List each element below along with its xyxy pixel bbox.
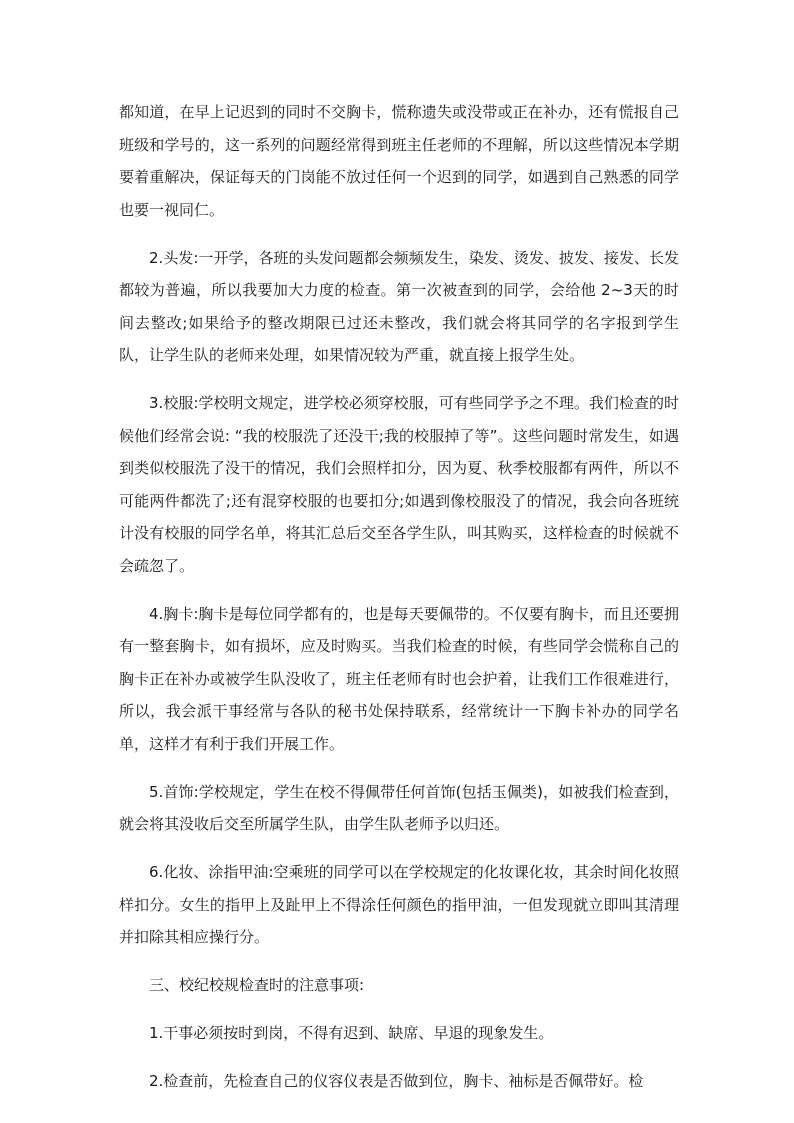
- paragraph-uniform-rule: 3.校服:学校明文规定，进学校必须穿校服，可有些同学予之不理。我们检查的时候他们经常会说: “我的校服洗了还没干;我的校服掉了等”。这些问题时常发生，如遇到类似校服洗了没干的情况，我们会照样扣分，因为夏、秋季校服都有两件，所以不可能两件都洗了;还有混穿校服的也要扣分;如遇到像校服没了的情况，我会向各班统计没有校服的同学名单，将其汇总后交至各学生队，叫其购买，这样检查的时候就不会疏忽了。: [119, 394, 679, 575]
- paragraph-makeup-rule: 6.化妆、涂指甲油:空乘班的同学可以在学校规定的化妆课化妆，其余时间化妆照样扣分。女生的指甲上及趾甲上不得涂任何颜色的指甲油，一但发现就立即叫其清理并扣除其相应操行分。: [119, 863, 679, 946]
- paragraph-precaution-2: 2.检查前，先检查自己的仪容仪表是否做到位，胸卡、袖标是否佩带好。检: [149, 1072, 644, 1090]
- paragraph-continuation: 都知道，在早上记迟到的同时不交胸卡，慌称遗失或没带或正在补办，还有慌报自己班级和学号的，这一系列的问题经常得到班主任老师的不理解，所以这些情况本学期要着重解决，保证每天的门岗能不放过任何一个迟到的同学，如遇到自己熟悉的同学也要一视同仁。: [119, 103, 679, 219]
- paragraph-precaution-1: 1.干事必须按时到岗，不得有迟到、缺席、早退的现象发生。: [149, 1024, 554, 1042]
- document-body: [119, 96, 679, 1113]
- paragraph-hair-rule: 2.头发:一开学，各班的头发问题都会频频发生，染发、烫发、披发、接发、长发都较为普遍，所以我要加大力度的检查。第一次被查到的同学，会给他 2~3天的时间去整改;如果给予的整改期限已过还未整改，我们就会将其同学的名字报到学生队，让学生队的老师来处理，如果情况较为严重，就直接上报学生处。: [119, 248, 679, 364]
- paragraph-badge-rule: 4.胸卡:胸卡是每位同学都有的，也是每天要佩带的。不仅要有胸卡，而且还要拥有一整套胸卡，如有损坏，应及时购买。当我们检查的时候，有些同学会慌称自己的胸卡正在补办或被学生队没收了，班主任老师有时也会护着，让我们工作很难进行，所以，我会派干事经常与各队的秘书处保持联系，经常统计一下胸卡补办的同学名单，这样才有利于我们开展工作。: [119, 604, 679, 753]
- section-heading-precautions: 三、校纪校规检查时的注意事项:: [149, 976, 365, 994]
- paragraph-jewelry-rule: 5.首饰:学校规定，学生在校不得佩带任何首饰(包括玉佩类)，如被我们检查到，就会将其没收后交至所属学生队，由学生队老师予以归还。: [119, 782, 679, 833]
